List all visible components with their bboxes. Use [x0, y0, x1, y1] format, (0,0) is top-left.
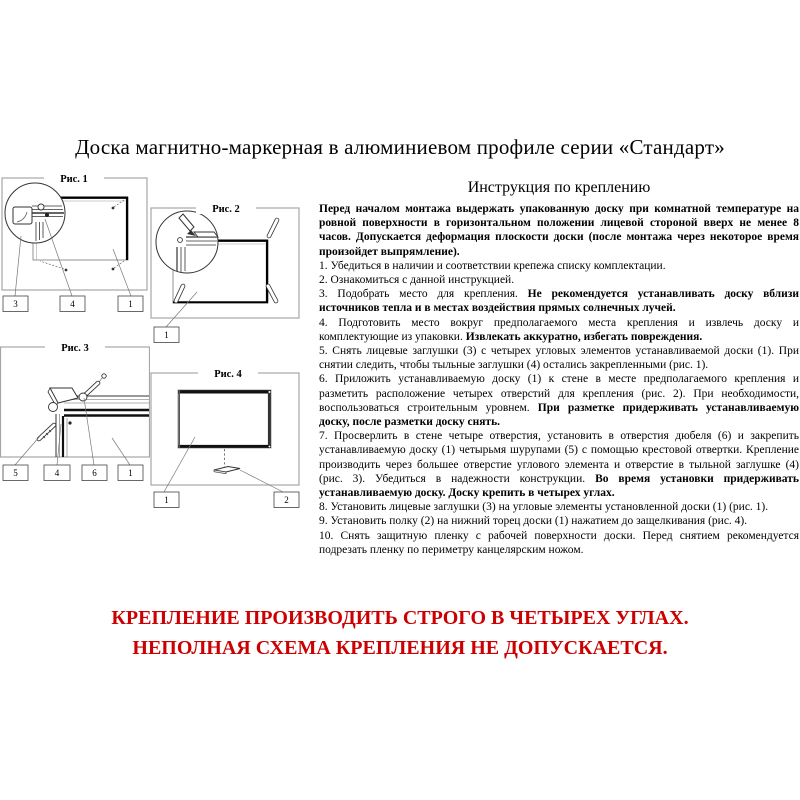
- figure-3-callouts: [3, 465, 143, 481]
- warning-line-2: НЕПОЛНАЯ СХЕМА КРЕПЛЕНИЯ НЕ ДОПУСКАЕТСЯ.: [132, 637, 668, 659]
- figure-3: [0, 340, 150, 488]
- callout-label: 2: [284, 495, 289, 505]
- warning-text: [0, 603, 800, 663]
- intro-paragraph: Перед началом монтажа выдержать упакованную доску при комнатной температуре на ровной поверхности в горизонтальном положении лицевой стороной вверх не менее 8 часов. Допускается деформация плоскости доски (после монтажа через некоторое время произойдет выпрямление).: [319, 203, 799, 258]
- corner-cap: [194, 232, 218, 237]
- corner-cap: [13, 207, 32, 224]
- callout-label: 1: [164, 495, 169, 505]
- instruction-item: 10. Снять защитную пленку с рабочей поверхности доски. Перед снятием рекомендуется подрезать пленку по периметру канцелярским ножом.: [319, 529, 799, 556]
- instruction-item: 1. Убедиться в наличии и соответствии крепежа списку комплектации.: [319, 259, 666, 272]
- instruction-item: 6. Приложить устанавливаемую доску (1) к стене в месте предполагаемого крепления и разметить расположение четырех отверстий для крепления (рис. 2). При необходимости, воспользоваться строительным уровнем. При разметке придерживать устанавливаемую доску, после разметки доску снять.: [319, 373, 799, 429]
- figure-2-caption: Рис. 2: [212, 204, 240, 215]
- callout-label: 1: [128, 468, 133, 478]
- instruction-item: 3. Подобрать место для крепления. Не рекомендуется устанавливать доску вблизи источников тепла и в местах воздействия прямых солнечных лучей.: [319, 288, 799, 315]
- instructions-body: [319, 202, 799, 557]
- callout-label: 4: [54, 468, 60, 478]
- instruction-item: 2. Ознакомиться с данной инструкцией.: [319, 274, 515, 287]
- instruction-item: 7. Просверлить в стене четыре отверстия, установить в отверстия дюбеля (6) и закрепить устанавливаемую доску (1) четырьмя шурупами (5) с помощью крестовой отвертки. Крепление производить через большее отверстие углового элемента и отверстие в тыльной заглушке (4) (рис. 3). Убедиться в надежности конструкции. Во время установки придерживать устанавливаемую доску. Доску крепить в четырех углах.: [319, 430, 799, 500]
- page-title: Доска магнитно-маркерная в алюминиевом профиле серии «Стандарт»: [75, 135, 725, 159]
- figure-1-callouts: [3, 296, 143, 312]
- warning-line-1: КРЕПЛЕНИЕ ПРОИЗВОДИТЬ СТРОГО В ЧЕТЫРЕХ УГЛАХ.: [111, 607, 689, 629]
- figure-1-caption: Рис. 1: [60, 174, 88, 185]
- callout-label: 1: [128, 299, 133, 309]
- callout-label: 3: [13, 299, 18, 309]
- figure-4-caption: Рис. 4: [214, 369, 242, 380]
- callout-label: 5: [13, 468, 18, 478]
- instruction-item: 5. Снять лицевые заглушки (3) с четырех угловых элементов устанавливаемой доски (1). При снятии следить, чтобы тыльные заглушки (4) остались закрепленными (рис. 1).: [319, 345, 799, 372]
- instruction-item: 4. Подготовить место вокруг предполагаемого места крепления и извлечь доску и комплектующие из упаковки. Извлекать аккуратно, избегать повреждения.: [319, 316, 799, 343]
- callout-label: 1: [164, 330, 169, 340]
- figure-4-callouts: [154, 492, 299, 508]
- instructions-section: [319, 179, 799, 557]
- corner-zoom-circle: [5, 183, 65, 243]
- board-drawing: [178, 390, 271, 448]
- instructions-heading: Инструкция по креплению: [467, 179, 651, 196]
- callout-label: 6: [92, 468, 97, 478]
- corner-zoom-circle: [156, 211, 218, 273]
- figure-1: [0, 170, 150, 315]
- figure-2: [150, 195, 305, 350]
- figure-3-caption: Рис. 3: [61, 343, 89, 354]
- figure-2-callouts: [154, 327, 179, 343]
- figure-3-frame: [1, 347, 150, 457]
- figure-4: [150, 360, 305, 515]
- instruction-item: 8. Установить лицевые заглушки (3) на угловые элементы установленной доски (1) (рис. 1).: [319, 501, 769, 514]
- instruction-item: 9. Установить полку (2) на нижний торец доски (1) нажатием до защелкивания (рис. 4).: [319, 515, 748, 528]
- callout-label: 4: [70, 299, 75, 309]
